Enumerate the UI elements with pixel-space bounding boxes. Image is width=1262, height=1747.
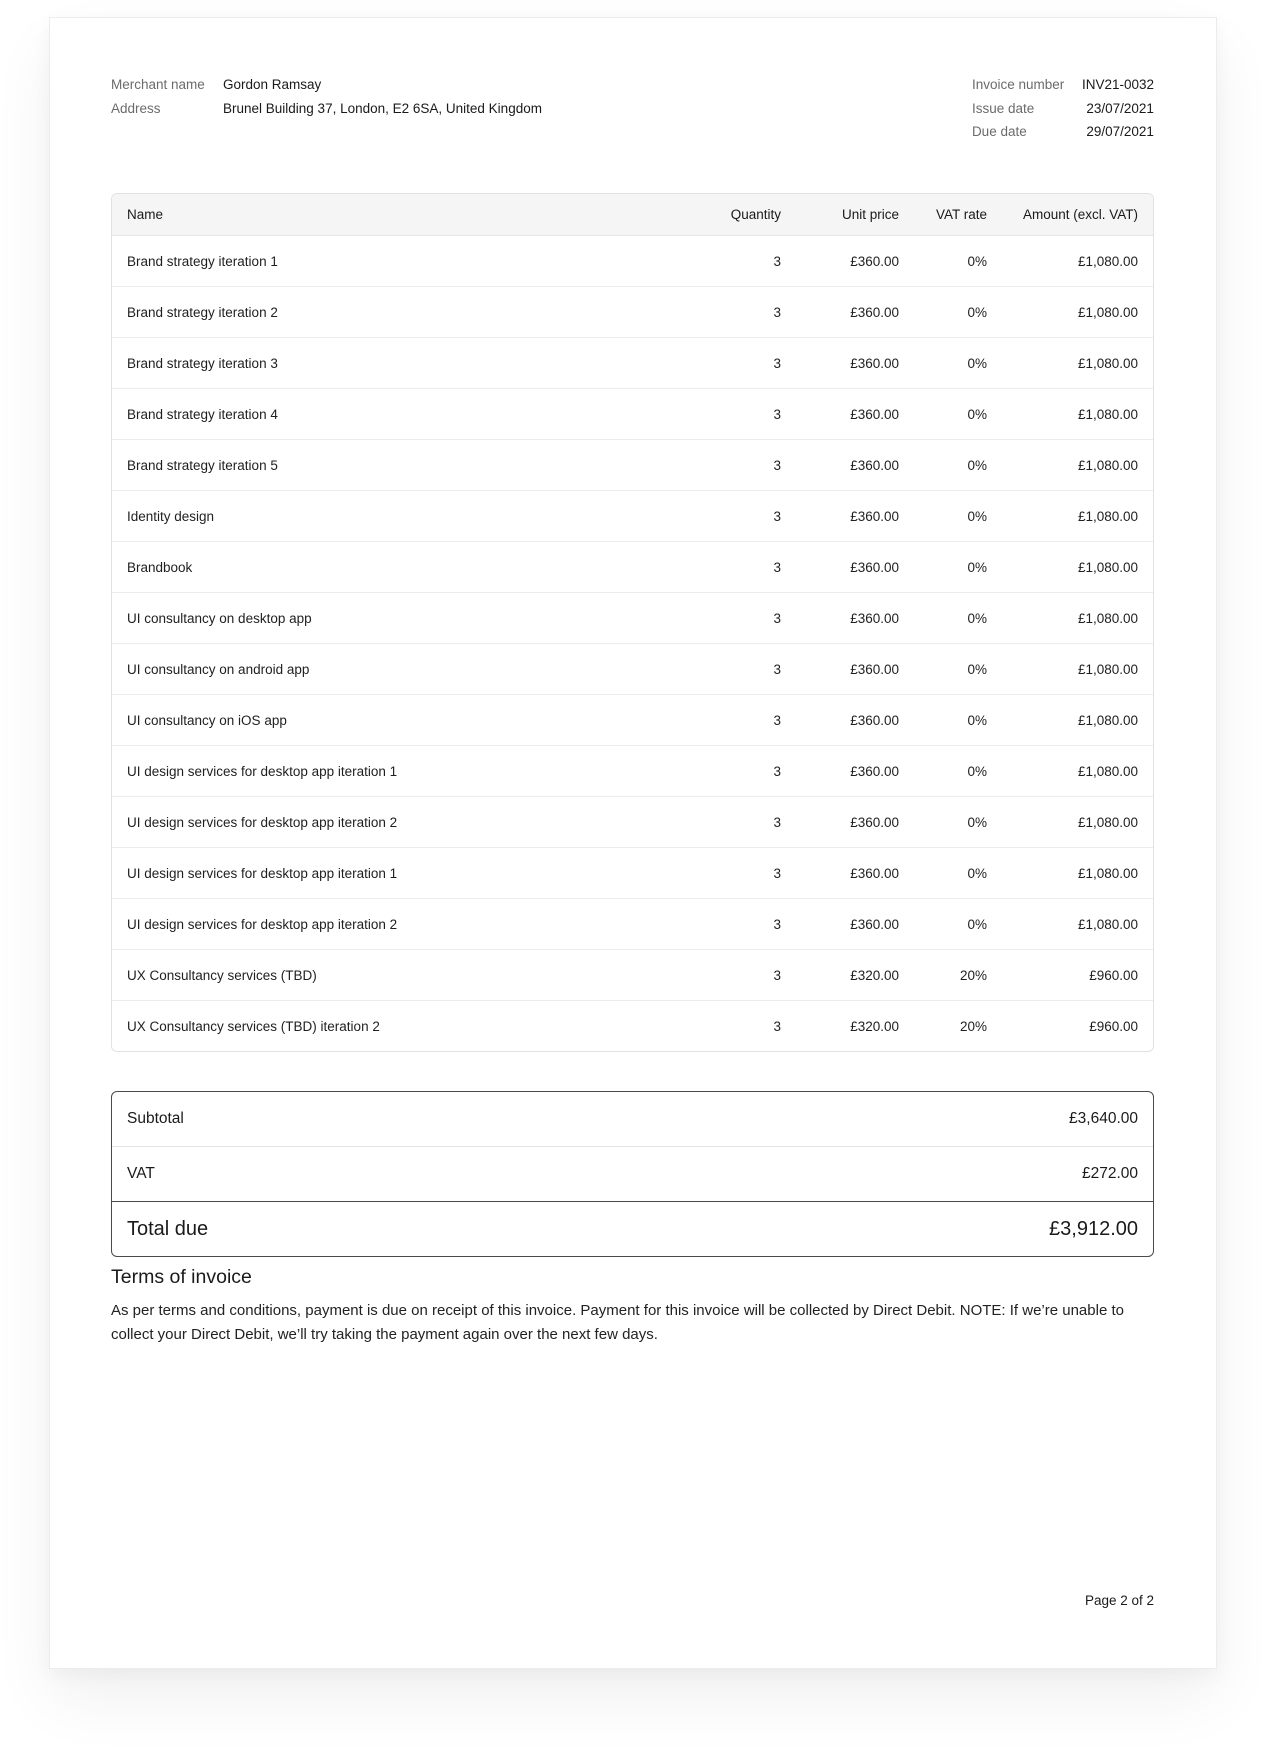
table-row (112, 796, 1153, 847)
table-row (112, 388, 1153, 439)
subtotal-value: £3,640.00 (1069, 1110, 1138, 1127)
cell-name: UI consultancy on desktop app (127, 610, 312, 626)
issue-date-value: 23/07/2021 (1086, 100, 1154, 116)
cell-quantity: 3 (773, 304, 781, 320)
cell-quantity: 3 (773, 763, 781, 779)
cell-name: Brand strategy iteration 1 (127, 253, 278, 269)
due-date-row (972, 120, 1154, 144)
cell-amount: £1,080.00 (1077, 355, 1138, 371)
due-date-value: 29/07/2021 (1086, 124, 1154, 140)
cell-unit-price: £360.00 (850, 814, 899, 830)
cell-amount: £1,080.00 (1077, 865, 1138, 881)
merchant-details (111, 73, 542, 120)
cell-amount: £1,080.00 (1077, 610, 1138, 626)
cell-vat-rate: 0% (967, 508, 987, 524)
cell-name: Identity design (127, 508, 215, 524)
totals-box (111, 1091, 1154, 1257)
cell-unit-price: £360.00 (850, 253, 899, 269)
table-row (112, 847, 1153, 898)
cell-name: UI design services for desktop app iteration 2 (127, 916, 398, 932)
table-row (112, 898, 1153, 949)
cell-amount: £1,080.00 (1077, 406, 1138, 422)
cell-unit-price: £360.00 (850, 355, 899, 371)
due-date-label: Due date (971, 124, 1027, 140)
cell-quantity: 3 (773, 967, 781, 983)
cell-vat-rate: 0% (967, 865, 987, 881)
cell-amount: £1,080.00 (1077, 712, 1138, 728)
cell-quantity: 3 (773, 814, 781, 830)
cell-name: UI consultancy on android app (127, 661, 310, 677)
cell-quantity: 3 (773, 253, 781, 269)
cell-quantity: 3 (773, 355, 781, 371)
cell-unit-price: £320.00 (850, 1018, 899, 1034)
cell-vat-rate: 0% (967, 712, 987, 728)
table-row (112, 745, 1153, 796)
cell-amount: £1,080.00 (1077, 457, 1138, 473)
cell-unit-price: £360.00 (850, 865, 899, 881)
cell-quantity: 3 (773, 406, 781, 422)
cell-vat-rate: 0% (967, 253, 987, 269)
cell-amount: £1,080.00 (1077, 253, 1138, 269)
cell-amount: £1,080.00 (1077, 304, 1138, 320)
cell-amount: £1,080.00 (1077, 661, 1138, 677)
cell-amount: £960.00 (1089, 967, 1138, 983)
cell-name: Brand strategy iteration 3 (127, 355, 278, 371)
header-name: Name (127, 207, 164, 222)
total-due-value: £3,912.00 (1049, 1217, 1138, 1240)
total-due-row (112, 1201, 1153, 1256)
cell-vat-rate: 0% (967, 814, 987, 830)
merchant-address-value: Brunel Building 37, London, E2 6SA, United Kingdom (223, 100, 542, 116)
cell-amount: £1,080.00 (1077, 559, 1138, 575)
cell-quantity: 3 (773, 865, 781, 881)
merchant-name-row (111, 73, 542, 97)
table-row (112, 949, 1153, 1000)
cell-amount: £1,080.00 (1077, 763, 1138, 779)
cell-unit-price: £360.00 (850, 304, 899, 320)
cell-unit-price: £360.00 (850, 661, 899, 677)
merchant-name-value: Gordon Ramsay (223, 77, 322, 93)
vat-row (112, 1146, 1153, 1201)
cell-quantity: 3 (773, 916, 781, 932)
cell-name: Brand strategy iteration 2 (127, 304, 278, 320)
cell-name: UI design services for desktop app iteration 1 (127, 763, 398, 779)
header-unit-price: Unit price (841, 207, 899, 222)
invoice-number-value: INV21-0032 (1081, 77, 1154, 93)
cell-unit-price: £360.00 (850, 559, 899, 575)
terms-title: Terms of invoice (111, 1266, 252, 1288)
table-header-row (112, 194, 1153, 236)
cell-unit-price: £360.00 (850, 406, 899, 422)
cell-quantity: 3 (773, 712, 781, 728)
cell-quantity: 3 (773, 508, 781, 524)
cell-unit-price: £320.00 (850, 967, 899, 983)
cell-vat-rate: 0% (967, 304, 987, 320)
table-row (112, 1000, 1153, 1051)
merchant-address-row (111, 97, 542, 121)
cell-vat-rate: 0% (967, 355, 987, 371)
cell-unit-price: £360.00 (850, 763, 899, 779)
cell-quantity: 3 (773, 457, 781, 473)
invoice-number-label: Invoice number (971, 77, 1065, 93)
invoice-page (49, 17, 1217, 1669)
cell-amount: £1,080.00 (1077, 814, 1138, 830)
merchant-name-label: Merchant name (111, 77, 205, 93)
table-row (112, 541, 1153, 592)
cell-vat-rate: 0% (967, 661, 987, 677)
table-row (112, 236, 1153, 286)
cell-quantity: 3 (773, 1018, 781, 1034)
invoice-number-row (972, 73, 1154, 97)
cell-name: UI design services for desktop app iteration 2 (127, 814, 398, 830)
table-row (112, 643, 1153, 694)
cell-vat-rate: 0% (967, 763, 987, 779)
cell-name: UX Consultancy services (TBD) iteration 2 (127, 1018, 380, 1034)
cell-vat-rate: 0% (967, 610, 987, 626)
vat-label: VAT (127, 1165, 155, 1182)
cell-unit-price: £360.00 (850, 457, 899, 473)
cell-amount: £1,080.00 (1077, 916, 1138, 932)
issue-date-label: Issue date (971, 100, 1035, 116)
cell-unit-price: £360.00 (850, 916, 899, 932)
cell-quantity: 3 (773, 559, 781, 575)
cell-name: UI design services for desktop app iteration 1 (127, 865, 398, 881)
table-row (112, 490, 1153, 541)
header-vat-rate: VAT rate (935, 207, 987, 222)
table-row (112, 439, 1153, 490)
merchant-address-label: Address (111, 100, 161, 116)
header-quantity: Quantity (730, 207, 781, 222)
page-number: Page 2 of 2 (1084, 1593, 1154, 1608)
cell-quantity: 3 (773, 661, 781, 677)
cell-vat-rate: 0% (967, 457, 987, 473)
cell-amount: £960.00 (1089, 1018, 1138, 1034)
cell-name: Brandbook (127, 559, 193, 575)
cell-amount: £1,080.00 (1077, 508, 1138, 524)
terms-text: As per terms and conditions, payment is due on receipt of this invoice. Payment for this invoice will be collected by Direct Debit. NOTE: If we’re unable to collect your Direct Debit, we’ll try taking the payment again over the next few days. (111, 1302, 1124, 1343)
issue-date-row (972, 97, 1154, 121)
header-amount: Amount (excl. VAT) (1022, 207, 1138, 222)
cell-vat-rate: 20% (959, 967, 987, 983)
cell-name: Brand strategy iteration 5 (127, 457, 278, 473)
table-row (112, 592, 1153, 643)
cell-vat-rate: 0% (967, 406, 987, 422)
table-row (112, 337, 1153, 388)
table-row (112, 694, 1153, 745)
cell-vat-rate: 20% (959, 1018, 987, 1034)
cell-unit-price: £360.00 (850, 712, 899, 728)
cell-name: UX Consultancy services (TBD) (127, 967, 317, 983)
vat-value: £272.00 (1081, 1165, 1138, 1182)
line-items-table (111, 193, 1154, 1052)
cell-quantity: 3 (773, 610, 781, 626)
cell-vat-rate: 0% (967, 559, 987, 575)
cell-vat-rate: 0% (967, 916, 987, 932)
subtotal-label: Subtotal (127, 1110, 184, 1127)
subtotal-row (112, 1092, 1153, 1146)
cell-unit-price: £360.00 (850, 508, 899, 524)
table-row (112, 286, 1153, 337)
cell-name: Brand strategy iteration 4 (127, 406, 278, 422)
cell-unit-price: £360.00 (850, 610, 899, 626)
cell-name: UI consultancy on iOS app (127, 712, 287, 728)
invoice-details (972, 73, 1154, 144)
total-due-label: Total due (127, 1217, 209, 1240)
